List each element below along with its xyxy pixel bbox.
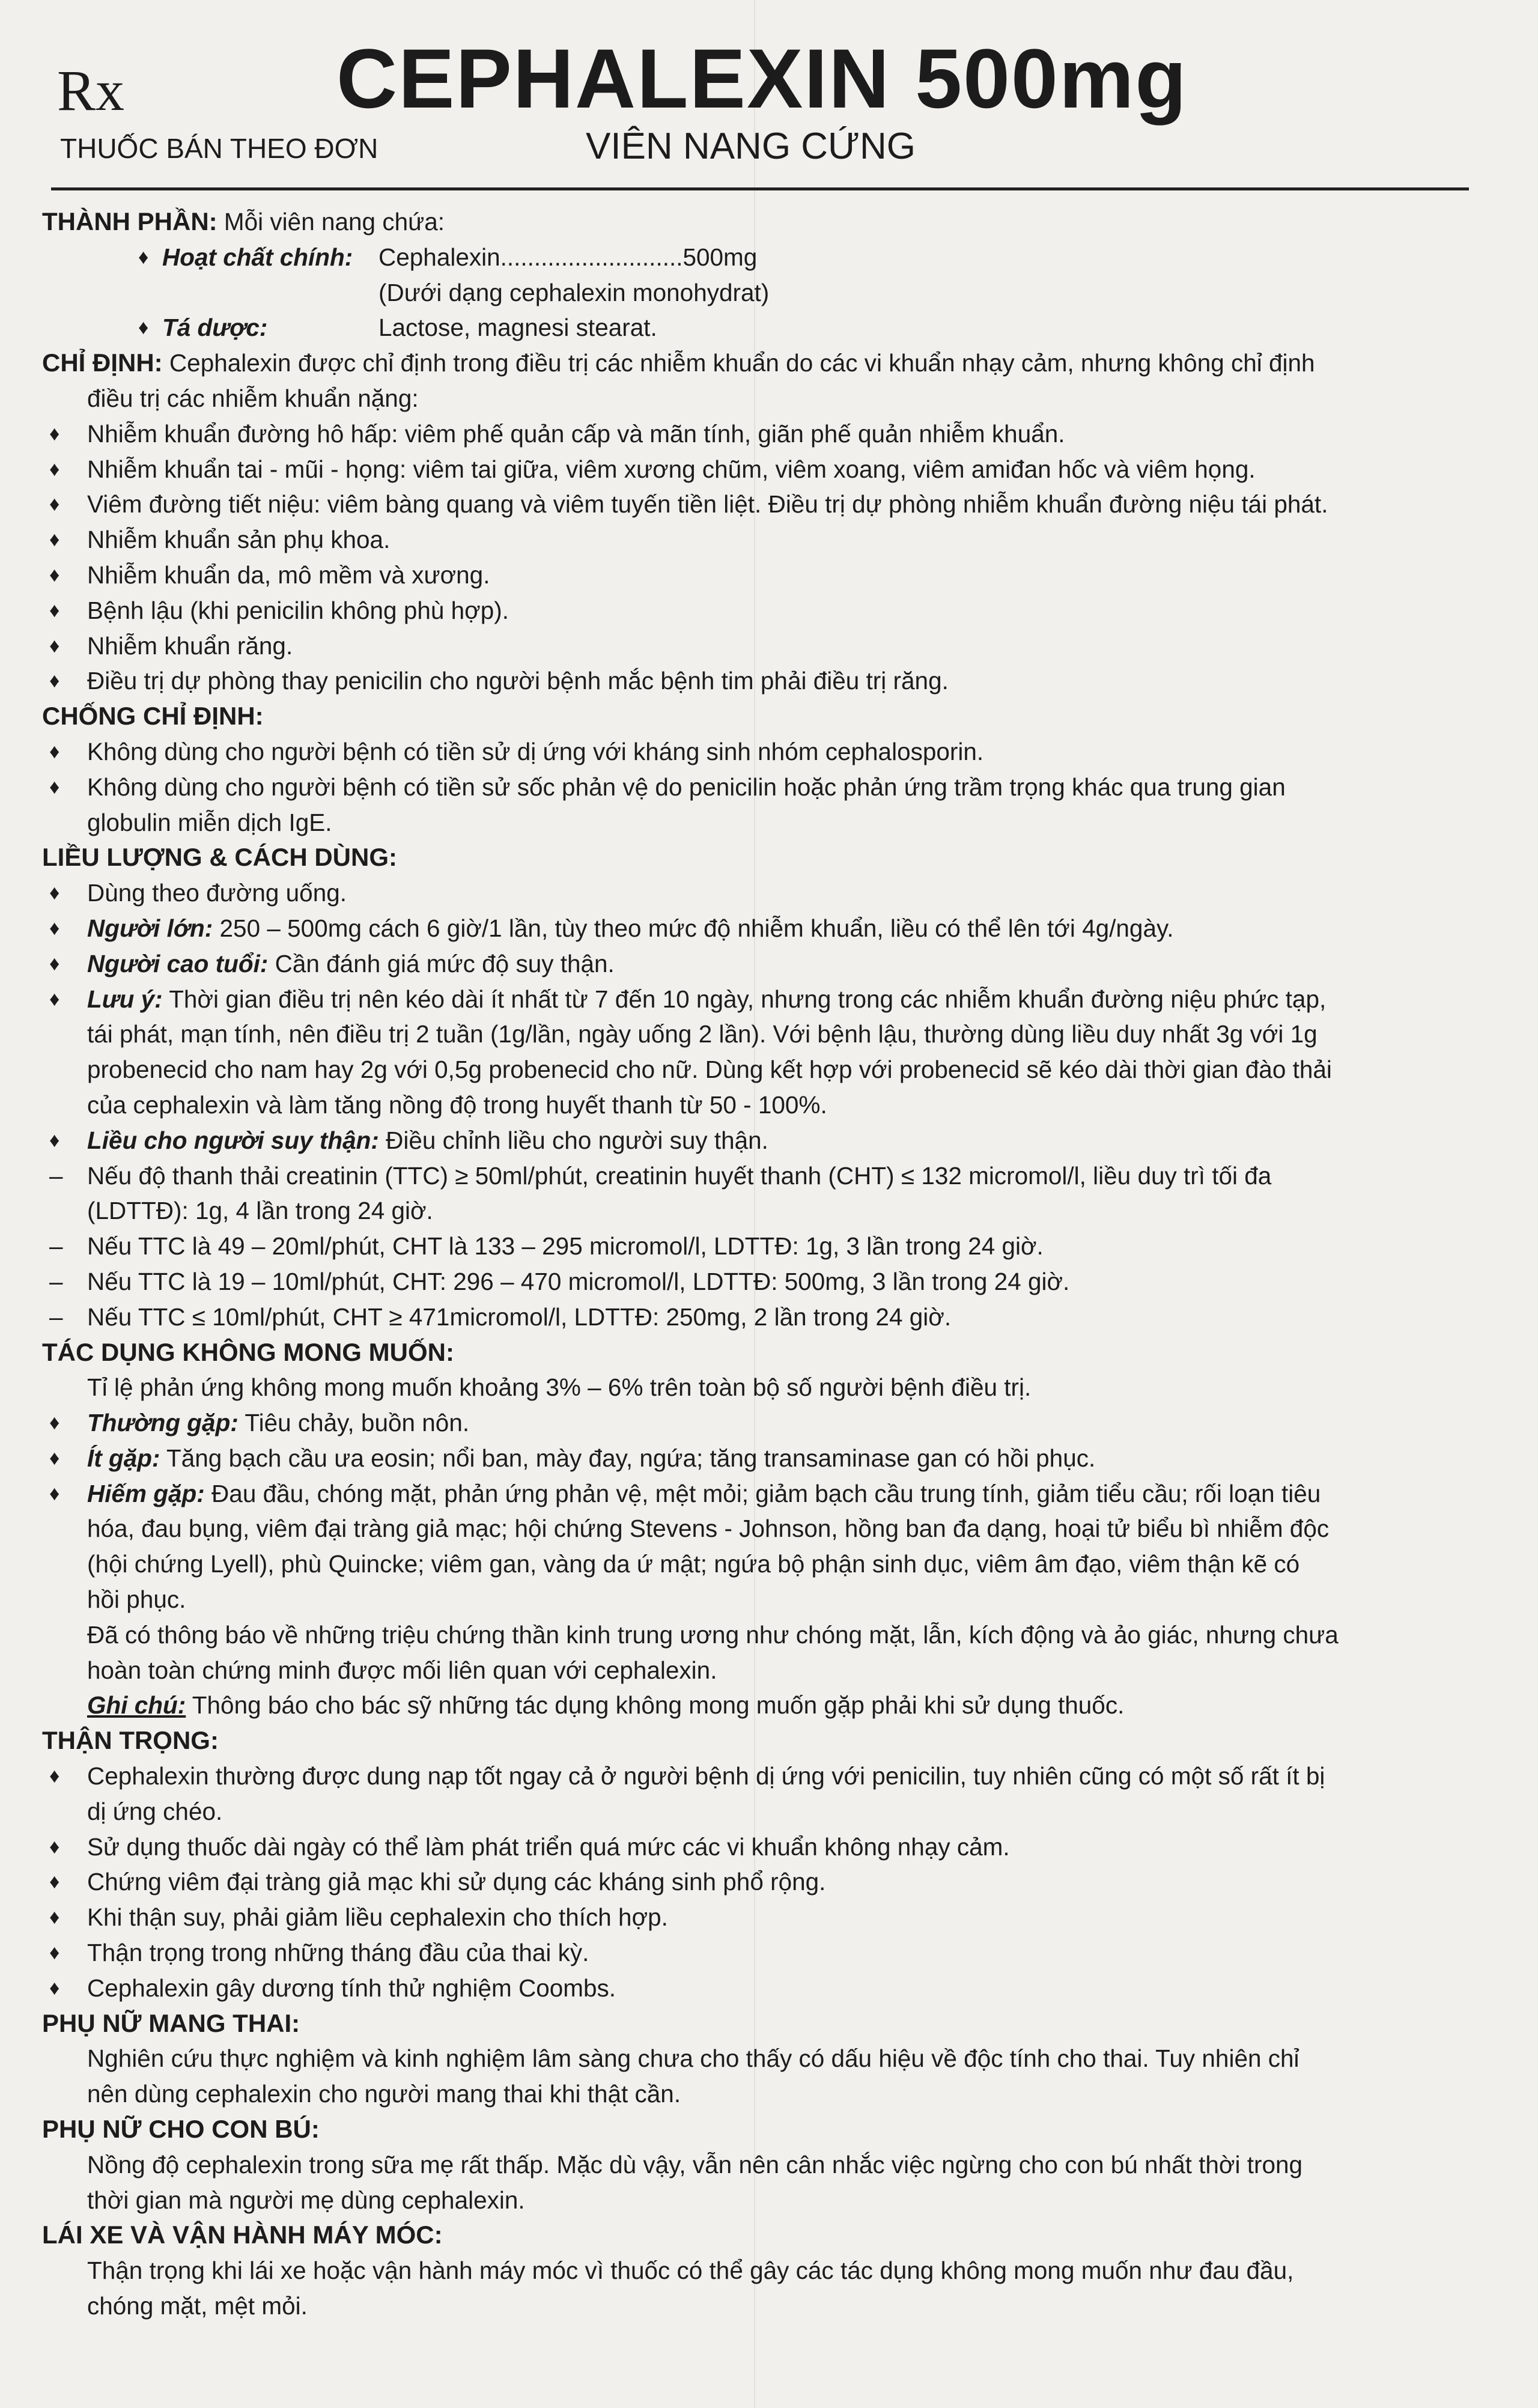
renal-dose-item: – Nếu TTC là 49 – 20ml/phút, CHT là 133 – 295 micromol/l, LDTTĐ: 1g, 3 lần trong 24 giờ. bbox=[42, 1229, 1478, 1264]
excipient-label: Tá dược: bbox=[162, 314, 268, 342]
adverse-heading: TÁC DỤNG KHÔNG MONG MUỐN: bbox=[42, 1337, 454, 1366]
lactation-text: thời gian mà người mẹ dùng cephalexin. bbox=[87, 2186, 525, 2214]
lactation-heading: PHỤ NỮ CHO CON BÚ: bbox=[42, 2115, 320, 2144]
indication-item: ♦ Nhiễm khuẩn da, mô mềm và xương. bbox=[42, 558, 1478, 593]
precaution-item: ♦ Cephalexin gây dương tính thử nghiệm Coombs. bbox=[42, 1971, 1478, 2006]
lactation-text: Nồng độ cephalexin trong sữa mẹ rất thấp. Mặc dù vậy, vẫn nên cân nhắc việc ngừng cho con bú nhất thời trong bbox=[87, 2150, 1303, 2178]
pregnancy-text: nên dùng cephalexin cho người mang thai khi thật cần. bbox=[87, 2080, 681, 2108]
renal-dose-item-cont: (LDTTĐ): 1g, 4 lần trong 24 giờ. bbox=[87, 1197, 433, 1225]
indications-intro: CHỈ ĐỊNH: Cephalexin được chỉ định trong điều trị các nhiễm khuẩn do các vi khuẩn nhạy cảm, nhưng không chỉ định bbox=[42, 348, 1315, 377]
precautions-heading: THẬN TRỌNG: bbox=[42, 1726, 219, 1755]
precaution-item: ♦ Chứng viêm đại tràng giả mạc khi sử dụng các kháng sinh phổ rộng. bbox=[42, 1864, 1478, 1900]
dosage-heading: LIỀU LƯỢNG & CÁCH DÙNG: bbox=[42, 843, 397, 872]
precaution-item: ♦ Thận trọng trong những tháng đầu của thai kỳ. bbox=[42, 1935, 1478, 1971]
pregnancy-heading: PHỤ NỮ MANG THAI: bbox=[42, 2008, 300, 2037]
pregnancy-text: Nghiên cứu thực nghiệm và kinh nghiệm lâm sàng chưa cho thấy có dấu hiệu về độc tính cho thai. Tuy nhiên chỉ bbox=[87, 2045, 1299, 2073]
indication-item: ♦ Điều trị dự phòng thay penicilin cho người bệnh mắc bệnh tim phải điều trị răng. bbox=[42, 663, 1478, 699]
header-divider bbox=[51, 187, 1469, 190]
active-ingredient-label: Hoạt chất chính: bbox=[162, 243, 353, 271]
indication-item: ♦ Viêm đường tiết niệu: viêm bàng quang và viêm tuyến tiền liệt. Điều trị dự phòng nhiễm khuẩn đường niệu tái phát. bbox=[42, 487, 1478, 522]
indication-item: ♦ Nhiễm khuẩn đường hô hấp: viêm phế quản cấp và mãn tính, giãn phế quản nhiễm khuẩn. bbox=[42, 416, 1478, 452]
excipient-value: Lactose, magnesi stearat. bbox=[378, 314, 657, 342]
adverse-intro: Tỉ lệ phản ứng không mong muốn khoảng 3% – 6% trên toàn bộ số người bệnh điều trị. bbox=[87, 1373, 1032, 1402]
indication-item: ♦ Bệnh lậu (khi penicilin không phù hợp). bbox=[42, 593, 1478, 628]
adverse-cns: Đã có thông báo về những triệu chứng thần kinh trung ương như chóng mặt, lẫn, kích động và ảo giác, nhưng chưa bbox=[87, 1620, 1339, 1649]
adverse-uncommon: ♦ Ít gặp: Tăng bạch cầu ưa eosin; nổi ban, mày đay, ngứa; tăng transaminase gan có hồi phục. bbox=[42, 1441, 1478, 1476]
adverse-footnote: Ghi chú: Thông báo cho bác sỹ những tác dụng không mong muốn gặp phải khi sử dụng thuốc. bbox=[87, 1691, 1125, 1719]
adverse-rare-cont: hồi phục. bbox=[87, 1586, 186, 1614]
dosage-form: VIÊN NANG CỨNG bbox=[586, 126, 916, 167]
indication-item: ♦ Nhiễm khuẩn răng. bbox=[42, 628, 1478, 664]
renal-dose-item: – Nếu TTC ≤ 10ml/phút, CHT ≥ 471micromol/l, LDTTĐ: 250mg, 2 lần trong 24 giờ. bbox=[42, 1300, 1478, 1335]
adverse-cns-cont: hoàn toàn chứng minh được mối liên quan với cephalexin. bbox=[87, 1656, 717, 1684]
indications-heading: CHỈ ĐỊNH: bbox=[42, 348, 163, 377]
product-title: CEPHALEXIN 500mg bbox=[336, 31, 1188, 126]
header bbox=[0, 0, 1538, 180]
active-ingredient-value: Cephalexin...........................500mg bbox=[378, 243, 758, 271]
adverse-rare: ♦ Hiếm gặp: Đau đầu, chóng mặt, phản ứng phản vệ, mệt mỏi; giảm bạch cầu trung tính, giảm tiểu cầu; rối loạn tiêu bbox=[42, 1476, 1478, 1512]
precaution-item: ♦ Sử dụng thuốc dài ngày có thể làm phát triển quá mức các vi khuẩn không nhạy cảm. bbox=[42, 1829, 1478, 1865]
precaution-item: ♦ Khi thận suy, phải giảm liều cephalexin cho thích hợp. bbox=[42, 1900, 1478, 1935]
prescription-note: THUỐC BÁN THEO ĐƠN bbox=[60, 133, 378, 164]
active-ingredient-row bbox=[42, 240, 1478, 275]
dosage-route: ♦ Dùng theo đường uống. bbox=[42, 875, 1478, 911]
dosage-note: ♦ Lưu ý: Thời gian điều trị nên kéo dài ít nhất từ 7 đến 10 ngày, nhưng trong các nhiễm khuẩn đường niệu phức tạp, bbox=[42, 982, 1478, 1017]
indication-item: ♦ Nhiễm khuẩn tai - mũi - họng: viêm tai giữa, viêm xương chũm, viêm xoang, viêm amiđan hốc và viêm họng. bbox=[42, 452, 1478, 487]
dosage-note-cont: của cephalexin và làm tăng nồng độ trong huyết thanh từ 50 - 100%. bbox=[87, 1090, 827, 1119]
composition-intro: THÀNH PHẦN: Mỗi viên nang chứa: bbox=[42, 207, 445, 236]
dosage-note-cont: probenecid cho nam hay 2g với 0,5g probenecid cho nữ. Dùng kết hợp với probenecid sẽ kéo dài thời gian đào thải bbox=[87, 1056, 1332, 1084]
contraindication-item-cont: globulin miễn dịch IgE. bbox=[87, 808, 332, 836]
driving-text: chóng mặt, mệt mỏi. bbox=[87, 2292, 308, 2320]
rx-mark: Rx bbox=[57, 58, 125, 123]
composition-heading: THÀNH PHẦN: bbox=[42, 207, 217, 236]
active-ingredient-note-row bbox=[42, 275, 1478, 311]
indication-item: ♦ Nhiễm khuẩn sản phụ khoa. bbox=[42, 522, 1478, 558]
precaution-item: ♦ Cephalexin thường được dung nạp tốt ngay cả ở người bệnh dị ứng với penicilin, tuy nhiên cũng có một số rất ít bị bbox=[42, 1759, 1478, 1794]
dosage-note-cont: tái phát, mạn tính, nên điều trị 2 tuần (1g/lần, ngày uống 2 lần). Với bệnh lậu, thường dùng liều duy nhất 3g với 1g bbox=[87, 1020, 1318, 1048]
driving-heading: LÁI XE VÀ VẬN HÀNH MÁY MÓC: bbox=[42, 2221, 443, 2249]
excipient-row bbox=[42, 310, 1478, 345]
indications-intro-cont: điều trị các nhiễm khuẩn nặng: bbox=[87, 384, 419, 412]
contraindication-item: ♦ Không dùng cho người bệnh có tiền sử dị ứng với kháng sinh nhóm cephalosporin. bbox=[42, 734, 1478, 770]
renal-dose-item: – Nếu độ thanh thải creatinin (TTC) ≥ 50ml/phút, creatinin huyết thanh (CHT) ≤ 132 micromol/l, liều duy trì tối đa bbox=[42, 1158, 1478, 1194]
dosage-elderly: ♦ Người cao tuổi: Cần đánh giá mức độ suy thận. bbox=[42, 946, 1478, 982]
contraindication-item: ♦ Không dùng cho người bệnh có tiền sử sốc phản vệ do penicilin hoặc phản ứng trầm trọng khác qua trung gian bbox=[42, 770, 1478, 805]
adverse-rare-cont: hóa, đau bụng, viêm đại tràng giả mạc; hội chứng Stevens - Johnson, hồng ban đa dạng, hoại tử biểu bì nhiễm độc bbox=[87, 1515, 1330, 1543]
active-ingredient-note: (Dưới dạng cephalexin monohydrat) bbox=[378, 278, 770, 306]
adverse-common: ♦ Thường gặp: Tiêu chảy, buồn nôn. bbox=[42, 1405, 1478, 1441]
precaution-item-cont: dị ứng chéo. bbox=[87, 1797, 223, 1825]
adverse-rare-cont: (hội chứng Lyell), phù Quincke; viêm gan, vàng da ứ mật; ngứa bộ phận sinh dục, viêm âm đạo, viêm thận kẽ có bbox=[87, 1550, 1300, 1578]
driving-text: Thận trọng khi lái xe hoặc vận hành máy móc vì thuốc có thể gây các tác dụng không mong muốn như đau đầu, bbox=[87, 2257, 1294, 2285]
renal-dose-item: – Nếu TTC là 19 – 10ml/phút, CHT: 296 – 470 micromol/l, LDTTĐ: 500mg, 3 lần trong 24 giờ. bbox=[42, 1264, 1478, 1300]
dosage-renal: ♦ Liều cho người suy thận: Điều chỉnh liều cho người suy thận. bbox=[42, 1123, 1478, 1158]
leaflet-content bbox=[42, 204, 1478, 2324]
contraindications-heading: CHỐNG CHỈ ĐỊNH: bbox=[42, 702, 264, 731]
dosage-adult: ♦ Người lớn: 250 – 500mg cách 6 giờ/1 lần, tùy theo mức độ nhiễm khuẩn, liều có thể lên tới 4g/ngày. bbox=[42, 911, 1478, 946]
